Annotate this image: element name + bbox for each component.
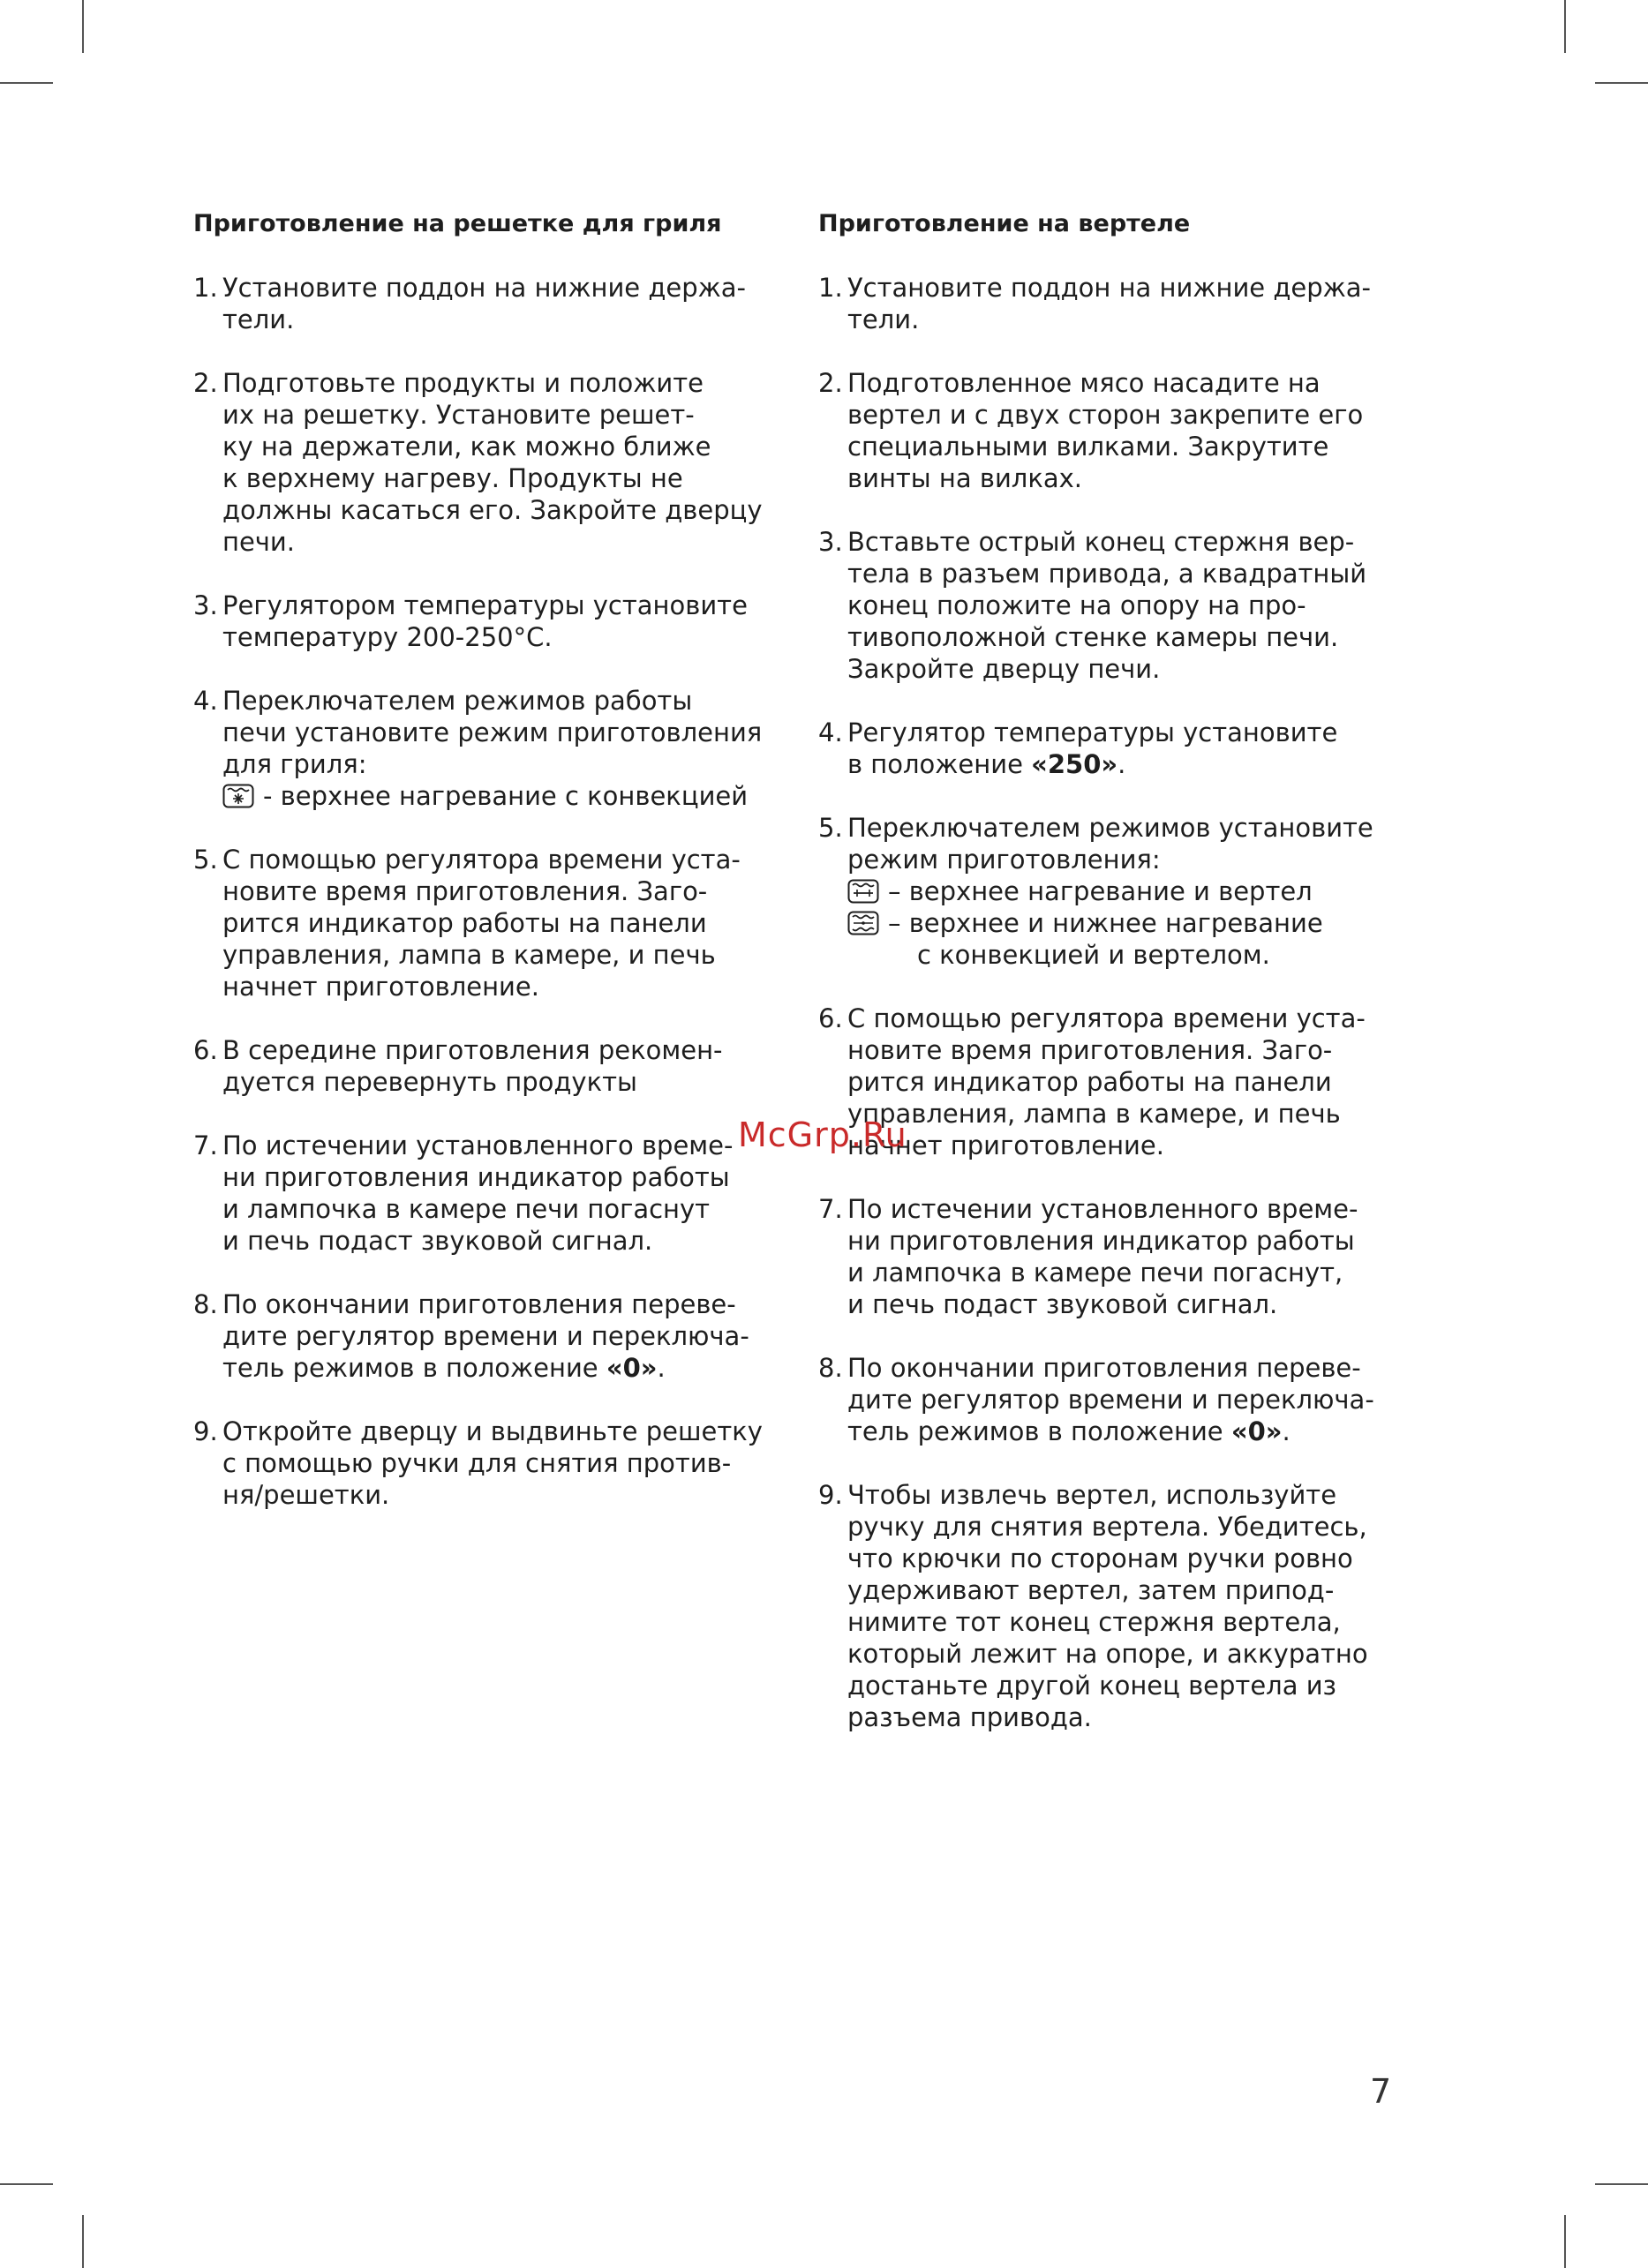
step-text-line: По истечении установленного време-	[847, 1194, 1358, 1224]
step-number: 9.	[818, 1480, 843, 1510]
step-text-line: что крючки по сторонам ручки ровно	[847, 1543, 1353, 1573]
step-text-line	[847, 1416, 1436, 1447]
list-item	[193, 1034, 794, 1098]
step-text-line: с помощью ручки для снятия против-	[222, 1448, 732, 1478]
step-text-line: дите регулятор времени и переключа-	[847, 1385, 1374, 1415]
step-number: 1.	[193, 273, 218, 303]
crop-mark	[0, 82, 53, 84]
step-text-line: тивоположной стенке камеры печи.	[847, 622, 1339, 652]
top-heat-rotisserie-icon	[847, 879, 879, 904]
step-number: 7.	[193, 1130, 218, 1160]
step-text-line: конец положите на опору на про-	[847, 590, 1306, 620]
step-text-line: Регулятором температуры установите	[222, 590, 748, 620]
step-number: 6.	[818, 1003, 843, 1033]
list-item	[818, 812, 1436, 971]
list-item	[193, 1130, 794, 1257]
list-item	[818, 367, 1436, 494]
step-text-line: Откройте дверцу и выдвиньте решетку	[222, 1416, 763, 1446]
step-text-line: разъема привода.	[847, 1702, 1092, 1732]
list-item	[818, 526, 1436, 685]
step-number: 1.	[818, 273, 843, 303]
step-text-line: Чтобы извлечь вертел, используйте	[847, 1480, 1337, 1510]
step-text-line: ня/решетки.	[222, 1480, 390, 1510]
step-text-line: достаньте другой конец вертела из	[847, 1671, 1336, 1701]
step-text-line: Установите поддон на нижние держа-	[222, 273, 747, 303]
position-value: «250»	[1031, 749, 1118, 779]
step-text-line: и печь подаст звуковой сигнал.	[847, 1289, 1278, 1319]
step-text-line: ручку для снятия вертела. Убедитесь,	[847, 1512, 1367, 1542]
step-text-line: Регулятор температуры установите	[847, 717, 1338, 747]
list-item	[193, 1416, 794, 1511]
step-text-line: Переключателем режимов работы	[222, 686, 693, 716]
list-item	[818, 717, 1436, 780]
crop-mark	[1564, 2215, 1566, 2268]
list-item	[818, 1193, 1436, 1320]
section-heading-rotisserie: Приготовление на вертеле	[818, 210, 1191, 237]
step-number: 4.	[193, 686, 218, 716]
step-text-line: и печь подаст звуковой сигнал.	[222, 1226, 653, 1256]
mode-description: – верхнее и нижнее нагревание	[888, 908, 1323, 938]
step-text-line: нимите тот конец стержня вертела,	[847, 1607, 1341, 1637]
step-text-line: печи установите режим приготовления	[222, 717, 763, 747]
step-number: 8.	[193, 1289, 218, 1319]
step-text-line: и лампочка в камере печи погаснут,	[847, 1258, 1343, 1288]
step-text-line: рится индикатор работы на панели	[847, 1067, 1332, 1097]
step-text-line: Закройте дверцу печи.	[847, 654, 1161, 684]
step-number: 4.	[818, 717, 843, 747]
crop-mark	[1595, 2183, 1648, 2185]
step-text-line: должны касаться его. Закройте дверцу	[222, 495, 763, 525]
step-text-line: В середине приготовления рекомен-	[222, 1035, 723, 1065]
step-text-line: Установите поддон на нижние держа-	[847, 273, 1372, 303]
step-number: 2.	[818, 368, 843, 398]
list-item	[193, 590, 794, 653]
step-text: тель режимов в положение	[222, 1353, 606, 1383]
step-text-line: рится индикатор работы на панели	[222, 908, 707, 938]
crop-mark	[1564, 0, 1566, 53]
step-text: .	[657, 1353, 666, 1383]
step-text-line: для гриля:	[222, 749, 367, 779]
step-text-line: дите регулятор времени и переключа-	[222, 1321, 749, 1351]
step-text: в положение	[847, 749, 1032, 779]
step-text-line: С помощью регулятора времени уста-	[847, 1003, 1366, 1033]
list-item	[818, 1003, 1436, 1161]
list-item	[193, 367, 794, 558]
step-number: 6.	[193, 1035, 218, 1065]
list-item	[818, 1352, 1436, 1447]
step-number: 5.	[193, 845, 218, 875]
step-text-line: Вставьте острый конец стержня вер-	[847, 527, 1355, 557]
step-text-line: начнет приготовление.	[847, 1130, 1164, 1160]
step-number: 3.	[818, 527, 843, 557]
step-text-line: По окончании приготовления переве-	[847, 1353, 1361, 1383]
list-item	[193, 844, 794, 1003]
step-text-line: вертел и с двух сторон закрепите его	[847, 400, 1364, 430]
step-text-line: Подготовьте продукты и положите	[222, 368, 704, 398]
step-text-line: новите время приготовления. Заго-	[222, 876, 708, 906]
mode-description: - верхнее нагревание с конвекцией	[263, 781, 749, 811]
list-item	[818, 1479, 1436, 1733]
section-heading-grill: Приготовление на решетке для гриля	[193, 210, 722, 237]
step-number: 2.	[193, 368, 218, 398]
step-text-line: начнет приготовление.	[222, 972, 539, 1002]
crop-mark	[82, 0, 84, 53]
step-text: .	[1117, 749, 1126, 779]
list-item	[193, 272, 794, 335]
step-text-line: новите время приготовления. Заго-	[847, 1035, 1333, 1065]
list-item	[193, 1288, 794, 1384]
step-text-line: режим приготовления:	[847, 845, 1161, 875]
mode-description-cont: с конвекцией и вертелом.	[917, 940, 1270, 970]
mode-line	[222, 780, 794, 812]
step-text-line: По окончании приготовления переве-	[222, 1289, 736, 1319]
step-number: 7.	[818, 1194, 843, 1224]
step-text-line: Переключателем режимов установите	[847, 813, 1373, 843]
step-text-line: температуру 200-250°С.	[222, 622, 553, 652]
page-number: 7	[1370, 2072, 1392, 2111]
position-value: «0»	[1230, 1416, 1283, 1446]
step-text-line: ни приготовления индикатор работы	[847, 1226, 1355, 1256]
step-text: тель режимов в положение	[847, 1416, 1231, 1446]
step-text-line: и лампочка в камере печи погаснут	[222, 1194, 711, 1224]
step-text-line: ни приготовления индикатор работы	[222, 1162, 730, 1192]
step-number: 3.	[193, 590, 218, 620]
step-text-line: дуется перевернуть продукты	[222, 1067, 637, 1097]
step-text-line: их на решетку. Установите решет-	[222, 400, 695, 430]
step-text-line	[222, 1352, 794, 1384]
step-text-line: ку на держатели, как можно ближе	[222, 432, 711, 462]
step-number: 5.	[818, 813, 843, 843]
grill-convection-icon	[222, 784, 254, 808]
position-value: «0»	[606, 1353, 658, 1383]
list-item	[193, 685, 794, 812]
crop-mark	[82, 2215, 84, 2268]
step-text-line	[847, 748, 1436, 780]
mode-line	[847, 875, 1436, 907]
step-text-line: С помощью регулятора времени уста-	[222, 845, 741, 875]
step-text-line: управления, лампа в камере, и печь	[847, 1099, 1341, 1129]
step-text-line: тели.	[847, 304, 920, 334]
step-text-line: тела в разъем привода, а квадратный	[847, 559, 1367, 589]
step-text-line: печи.	[222, 527, 296, 557]
step-text-line: тели.	[222, 304, 295, 334]
rotisserie-steps-list	[818, 272, 1436, 1765]
step-text-line: удерживают вертел, затем припод-	[847, 1575, 1335, 1605]
crop-mark	[0, 2183, 53, 2185]
step-text: .	[1282, 1416, 1291, 1446]
mode-description: – верхнее нагревание и вертел	[888, 876, 1313, 906]
step-text-line: По истечении установленного време-	[222, 1130, 734, 1160]
step-text-line: который лежит на опоре, и аккуратно	[847, 1639, 1368, 1669]
step-number: 8.	[818, 1353, 843, 1383]
list-item	[818, 272, 1436, 335]
step-text-line: винты на вилках.	[847, 463, 1082, 493]
step-text-line: Подготовленное мясо насадите на	[847, 368, 1321, 398]
crop-mark	[1595, 82, 1648, 84]
step-number: 9.	[193, 1416, 218, 1446]
grill-steps-list	[193, 272, 794, 1543]
mode-line	[847, 907, 1436, 939]
watermark: McGrp.Ru	[738, 1115, 907, 1154]
top-bottom-convection-rotisserie-icon	[847, 911, 879, 935]
step-text-line: специальными вилками. Закрутите	[847, 432, 1329, 462]
step-text-line: к верхнему нагреву. Продукты не	[222, 463, 683, 493]
step-text-line: управления, лампа в камере, и печь	[222, 940, 716, 970]
